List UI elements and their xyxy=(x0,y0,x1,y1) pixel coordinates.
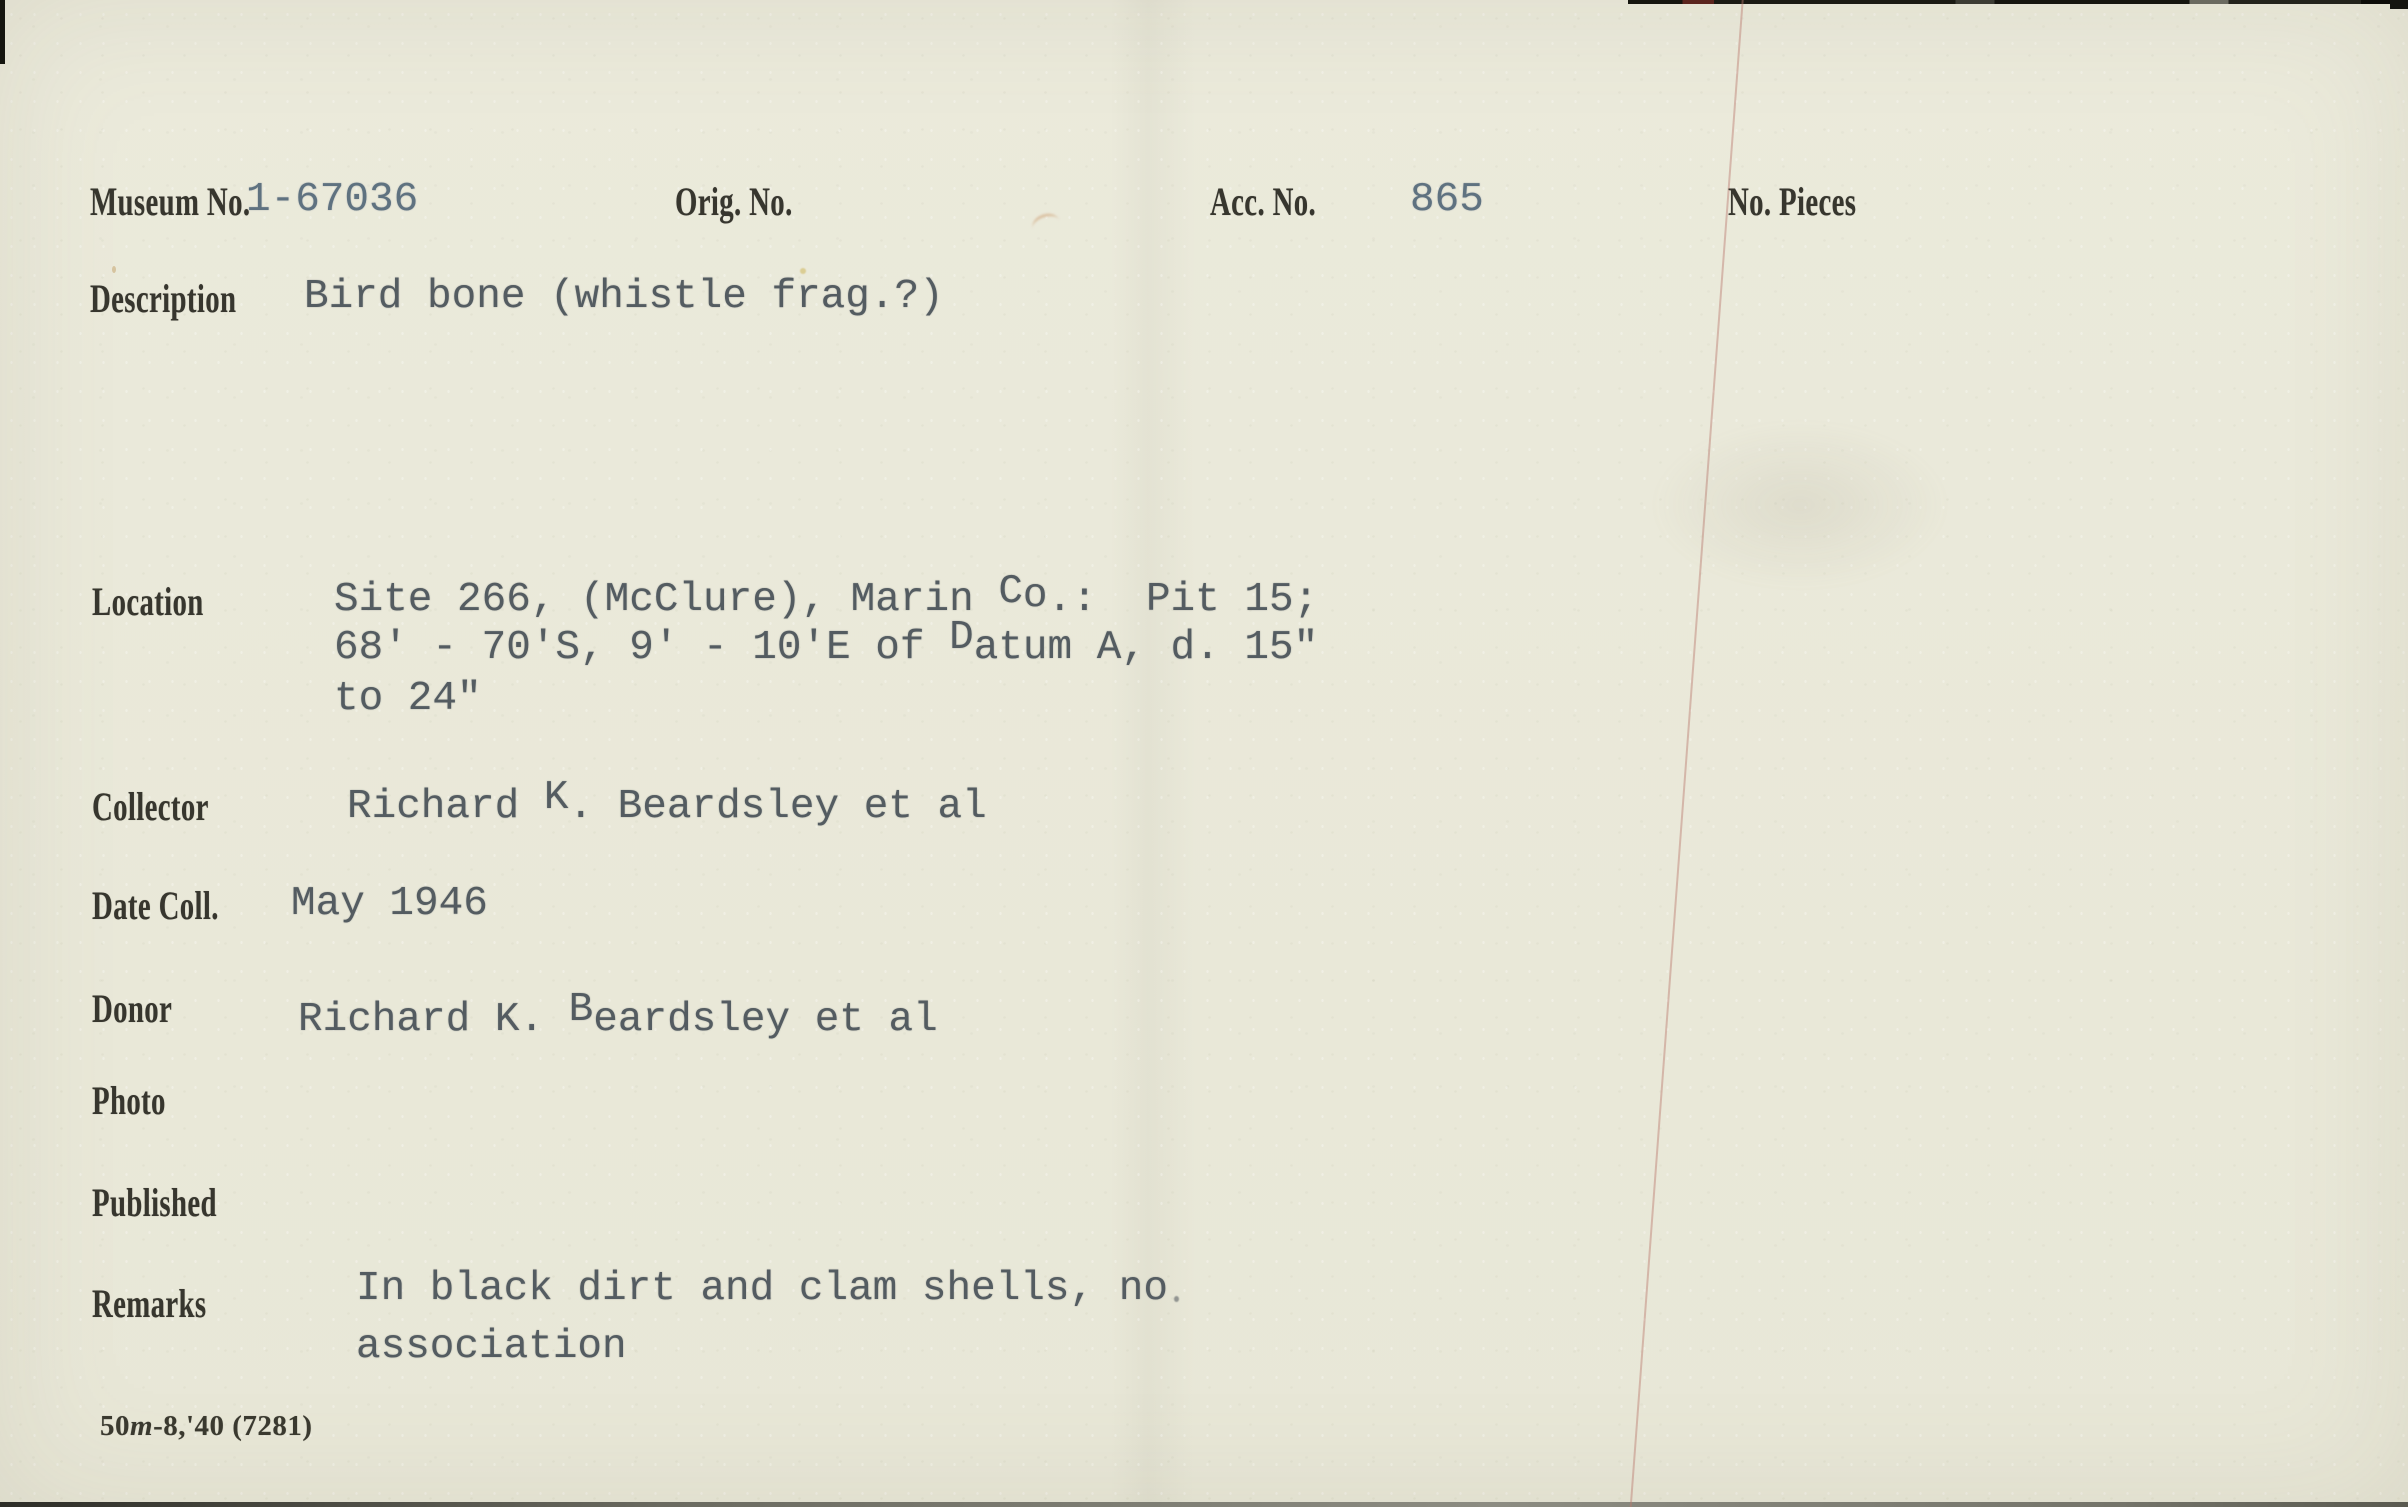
donor-value: Richard K. Beardsley et al xyxy=(298,987,938,1043)
no-pieces-label: No. Pieces xyxy=(1728,179,1857,224)
paper-speck xyxy=(1174,1296,1179,1302)
description-label: Description xyxy=(90,276,237,321)
date-coll-label: Date Coll. xyxy=(92,883,219,928)
scan-edge-bottom xyxy=(0,1502,2408,1507)
card-fold-line xyxy=(1629,0,1744,1507)
museum-no-value: 1-67036 xyxy=(246,177,419,223)
paper-squiggle-mark xyxy=(1029,210,1062,239)
date-coll-value: May 1946 xyxy=(291,881,488,927)
collector-value: Richard K. Beardsley et al xyxy=(347,775,987,830)
scan-edge-top-right xyxy=(1628,0,2408,4)
location-value-line3: to 24" xyxy=(334,676,482,722)
location-label: Location xyxy=(92,579,204,624)
scan-edge-top-left xyxy=(0,0,5,64)
location-value-line2: 68' - 70'S, 9' - 10'E of Datum A, d. 15" xyxy=(334,615,1319,671)
paper-speck xyxy=(112,266,116,273)
ink-bleed-smudge xyxy=(1650,420,1950,590)
acc-no-label: Acc. No. xyxy=(1210,179,1317,224)
orig-no-label: Orig. No. xyxy=(675,179,793,224)
scan-edge-top-right-corner xyxy=(2390,0,2408,9)
remarks-value-line2: association xyxy=(356,1324,627,1370)
description-value: Bird bone (whistle frag.?) xyxy=(304,274,944,320)
remarks-value-line1: In black dirt and clam shells, no xyxy=(356,1266,1168,1312)
donor-label: Donor xyxy=(92,986,173,1031)
photo-label: Photo xyxy=(92,1078,166,1123)
published-label: Published xyxy=(92,1180,217,1225)
remarks-label: Remarks xyxy=(92,1281,207,1326)
acc-no-value: 865 xyxy=(1410,177,1484,223)
museum-no-label: Museum No. xyxy=(90,179,251,224)
card-print-code: 50m-8,'40 (7281) xyxy=(100,1410,313,1442)
location-value-line1: Site 266, (McClure), Marin Co.: Pit 15; xyxy=(334,569,1319,623)
collector-label: Collector xyxy=(92,784,209,829)
